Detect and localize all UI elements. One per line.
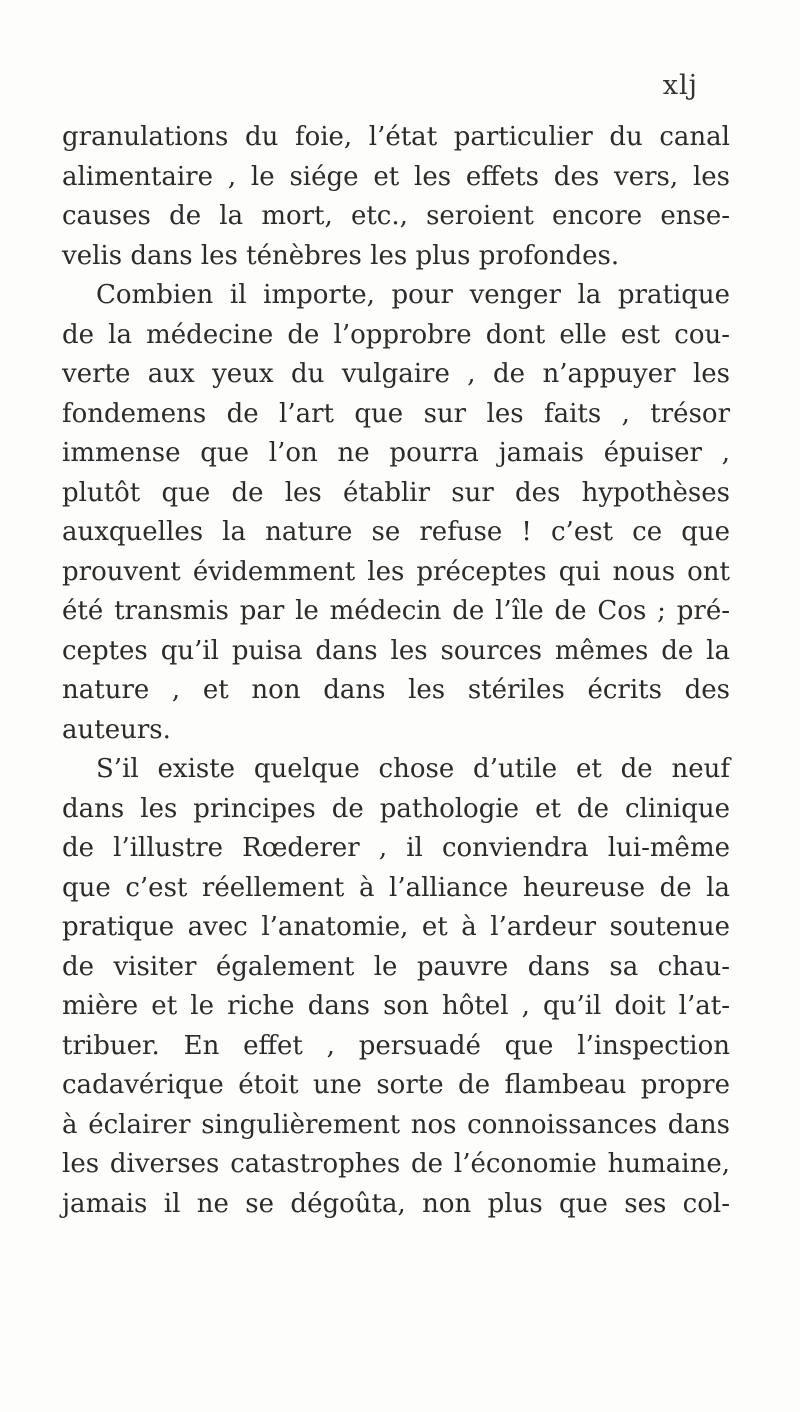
text-line: été transmis par le médecin de l’île de Cos ; pré- bbox=[62, 596, 730, 626]
text-line: de la médecine de l’opprobre dont elle est cou- bbox=[62, 319, 730, 350]
text-line: auxquelles la nature se refuse ! c’est ce que bbox=[62, 517, 730, 547]
text-line: velis dans les ténèbres les plus profondes. bbox=[62, 240, 620, 271]
text-line: à éclairer singulièrement nos connoissances dans bbox=[62, 1109, 730, 1140]
text-line: plutôt que de les établir sur des hypothèses bbox=[62, 477, 730, 508]
text-line: cadavérique étoit une sorte de flambeau propre bbox=[62, 1070, 730, 1100]
text-line: jamais il ne se dégoûta, non plus que ses col- bbox=[62, 1188, 730, 1219]
text-line: de visiter également le pauvre dans sa chau- bbox=[62, 951, 730, 982]
text-line: ceptes qu’il puisa dans les sources mêmes de la bbox=[62, 635, 730, 666]
text-line: prouvent évidemment les préceptes qui nous ont bbox=[62, 556, 730, 587]
text-line: alimentaire , le siége et les effets des vers, les bbox=[62, 161, 730, 192]
text-line: pratique avec l’anatomie, et à l’ardeur soutenue bbox=[62, 912, 730, 942]
text-line: de l’illustre Rœderer , il conviendra lui-même bbox=[62, 833, 730, 863]
text-line: granulations du foie, l’état particulier du canal bbox=[62, 122, 730, 152]
text-line: Combien il importe, pour venger la pratique bbox=[96, 280, 730, 310]
text-line: auteurs. bbox=[62, 714, 171, 745]
text-line: S’il existe quelque chose d’utile et de neuf bbox=[96, 754, 730, 784]
text-line: causes de la mort, etc., seroient encore ense- bbox=[62, 201, 730, 231]
text-line: que c’est réellement à l’alliance heureuse de la bbox=[62, 872, 730, 903]
text-line: les diverses catastrophes de l’économie humaine, bbox=[62, 1149, 730, 1179]
text-line: mière et le riche dans son hôtel , qu’il doit l’at- bbox=[62, 991, 730, 1021]
text-line: verte aux yeux du vulgaire , de n’appuyer les bbox=[62, 359, 730, 389]
body-text bbox=[62, 118, 730, 1224]
page-number: xlj bbox=[662, 70, 698, 101]
text-line: fondemens de l’art que sur les faits , trésor bbox=[62, 398, 730, 429]
text-line: tribuer. En effet , persuadé que l’inspection bbox=[62, 1030, 730, 1061]
text-line: nature , et non dans les stériles écrits des bbox=[62, 675, 730, 705]
text-line: dans les principes de pathologie et de clinique bbox=[62, 793, 730, 824]
text-line: immense que l’on ne pourra jamais épuiser , bbox=[62, 438, 730, 468]
